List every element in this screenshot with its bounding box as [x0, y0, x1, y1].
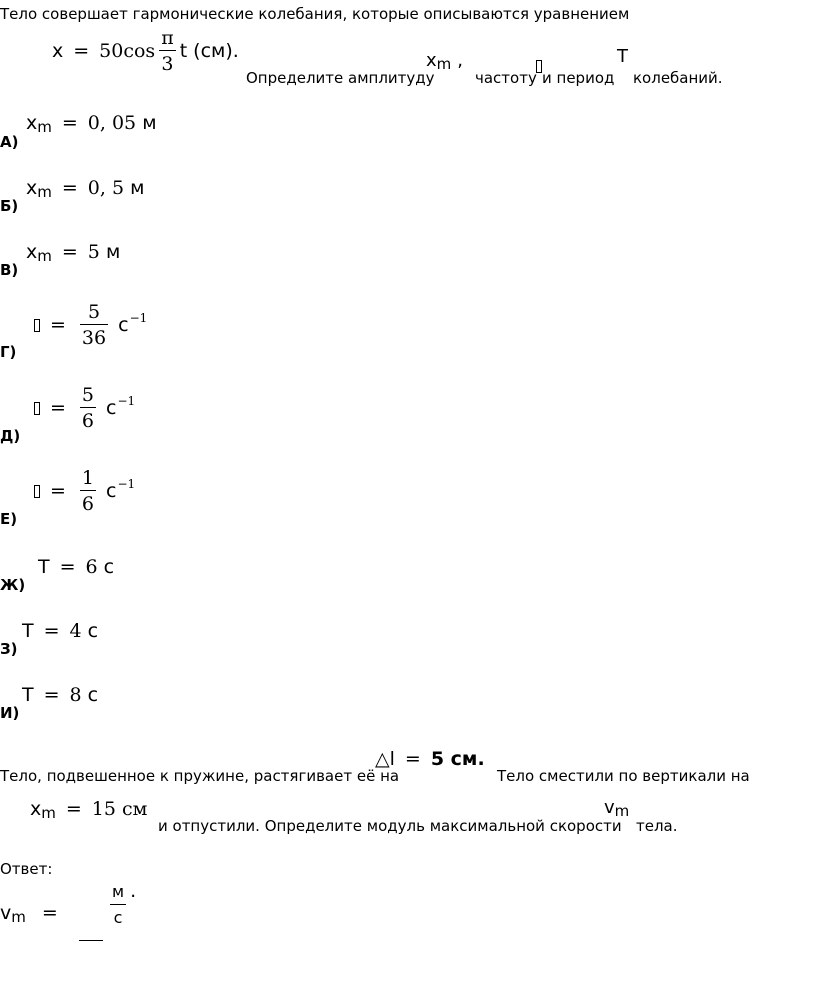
opt-z-unit: с [87, 620, 99, 642]
opt-d-unit: с [106, 397, 117, 419]
opt-e-eq: = [50, 480, 66, 502]
xm-value: 15 см [91, 798, 148, 820]
task1-question-amplitude: Определите амплитуду [246, 69, 435, 87]
opt-g-fraction [80, 300, 108, 351]
answer-sym: v [0, 902, 12, 924]
option-e-label: Е) [0, 510, 18, 528]
opt-d-den: 6 [81, 410, 95, 432]
delta-value: 5 см. [430, 748, 485, 770]
answer-blank-field[interactable] [79, 916, 103, 941]
opt-a-unit: м [142, 112, 157, 134]
task2-vm-symbol [604, 797, 629, 820]
option-v-formula [26, 241, 120, 265]
task1-period-symbol: T [617, 46, 628, 67]
task2-xm-formula [30, 798, 147, 822]
option-b-label: Б) [0, 197, 19, 215]
option-g-label: Г) [0, 343, 17, 361]
delta-eq: = [404, 748, 421, 770]
answer-unit-num: м [110, 880, 126, 905]
opt-v-eq: = [61, 241, 78, 263]
opt-b-sym: x [26, 177, 38, 199]
option-z-formula [22, 620, 98, 642]
opt-g-eq: = [50, 314, 66, 336]
opt-g-num: 5 [80, 300, 108, 325]
option-zh-label: Ж) [0, 576, 26, 594]
equation-fraction [159, 26, 176, 77]
task2-text-part2: Тело сместили по вертикали на [497, 767, 750, 785]
opt-d-exp: −1 [117, 394, 136, 408]
opt-e-fraction [80, 466, 96, 517]
opt-z-eq: = [43, 620, 60, 642]
task2-text-part1: Тело, подвешенное к пружине, растягивает её на [0, 767, 400, 785]
opt-b-unit: м [130, 177, 145, 199]
task1-intro: Тело совершает гармонические колебания, которые описываются уравнением [0, 5, 630, 23]
task1-question-frequency: частоту [475, 69, 537, 87]
opt-zh-unit: с [103, 556, 115, 578]
vm-sym: v [604, 797, 615, 818]
missing-glyph-icon [34, 319, 40, 332]
answer-unit [106, 880, 136, 931]
answer-formula [0, 902, 74, 926]
xm-sub: m [41, 804, 56, 822]
task2-text-part3: и отпустили. Определите модуль максимальной скорости [158, 817, 622, 835]
task1-question-end: колебаний. [633, 69, 723, 87]
opt-e-num: 1 [81, 467, 95, 489]
opt-b-sub: m [37, 183, 52, 201]
option-a-label: А) [0, 133, 19, 151]
opt-i-value: 8 [69, 684, 82, 706]
equation-coef: 50cos [99, 40, 156, 62]
opt-z-sym: T [22, 620, 34, 642]
opt-i-eq: = [43, 684, 60, 706]
task2-text-part4: тела. [636, 817, 678, 835]
vm-sub: m [614, 802, 630, 820]
opt-zh-sym: T [38, 556, 50, 578]
opt-d-eq: = [50, 397, 66, 419]
opt-z-value: 4 [69, 620, 82, 642]
option-i-formula [22, 684, 98, 706]
answer-eq: = [41, 902, 58, 924]
opt-d-fraction [80, 383, 96, 434]
option-b-formula [26, 177, 144, 201]
opt-b-value: 0, 5 [87, 177, 125, 199]
amp-sym: x [426, 50, 437, 71]
opt-g-unit: с [118, 314, 129, 336]
opt-e-den: 6 [81, 493, 95, 515]
option-d-label: Д) [0, 427, 21, 445]
opt-i-sym: T [22, 684, 34, 706]
answer-unit-fraction [110, 880, 126, 931]
option-e-formula [34, 466, 135, 517]
task1-equation [52, 26, 239, 77]
equation-rest: t (см). [179, 40, 239, 62]
opt-e-exp: −1 [117, 477, 136, 491]
equation-frac-num: π [161, 27, 174, 49]
opt-v-value: 5 [87, 241, 100, 263]
answer-label: Ответ: [0, 860, 53, 878]
option-z-label: З) [0, 640, 18, 658]
option-i-label: И) [0, 704, 20, 722]
option-d-formula [34, 383, 135, 434]
delta-sym: △l [375, 748, 395, 770]
equation-lhs: x [52, 40, 64, 62]
opt-v-unit: м [105, 241, 121, 263]
answer-unit-dot: . [130, 880, 137, 902]
opt-g-exp: −1 [129, 311, 148, 325]
opt-a-sub: m [37, 118, 52, 136]
option-a-formula [26, 112, 157, 136]
opt-zh-value: 6 [85, 556, 98, 578]
answer-sub: m [11, 908, 26, 926]
opt-i-unit: с [87, 684, 99, 706]
task1-question-period: и период [542, 69, 615, 87]
opt-g-den: 36 [81, 327, 107, 349]
equation-equals: = [73, 40, 90, 62]
xm-eq: = [65, 798, 82, 820]
amp-sub: m [436, 55, 452, 73]
missing-glyph-icon [34, 485, 40, 498]
task2-delta-formula [375, 748, 485, 770]
opt-d-num: 5 [81, 384, 95, 406]
opt-b-eq: = [61, 177, 78, 199]
task1-amp-symbol [426, 50, 463, 73]
opt-v-sub: m [37, 247, 52, 265]
answer-unit-den: с [113, 908, 123, 927]
xm-sym: x [30, 798, 42, 820]
option-v-label: В) [0, 261, 19, 279]
opt-zh-eq: = [59, 556, 76, 578]
opt-a-eq: = [61, 112, 78, 134]
amp-comma: , [457, 50, 464, 71]
missing-glyph-icon [34, 402, 40, 415]
equation-frac-den: 3 [161, 53, 174, 75]
opt-a-value: 0, 05 [87, 112, 137, 134]
option-zh-formula [38, 556, 114, 578]
option-g-formula [34, 300, 147, 351]
opt-e-unit: с [106, 480, 117, 502]
opt-a-sym: x [26, 112, 38, 134]
opt-v-sym: x [26, 241, 38, 263]
